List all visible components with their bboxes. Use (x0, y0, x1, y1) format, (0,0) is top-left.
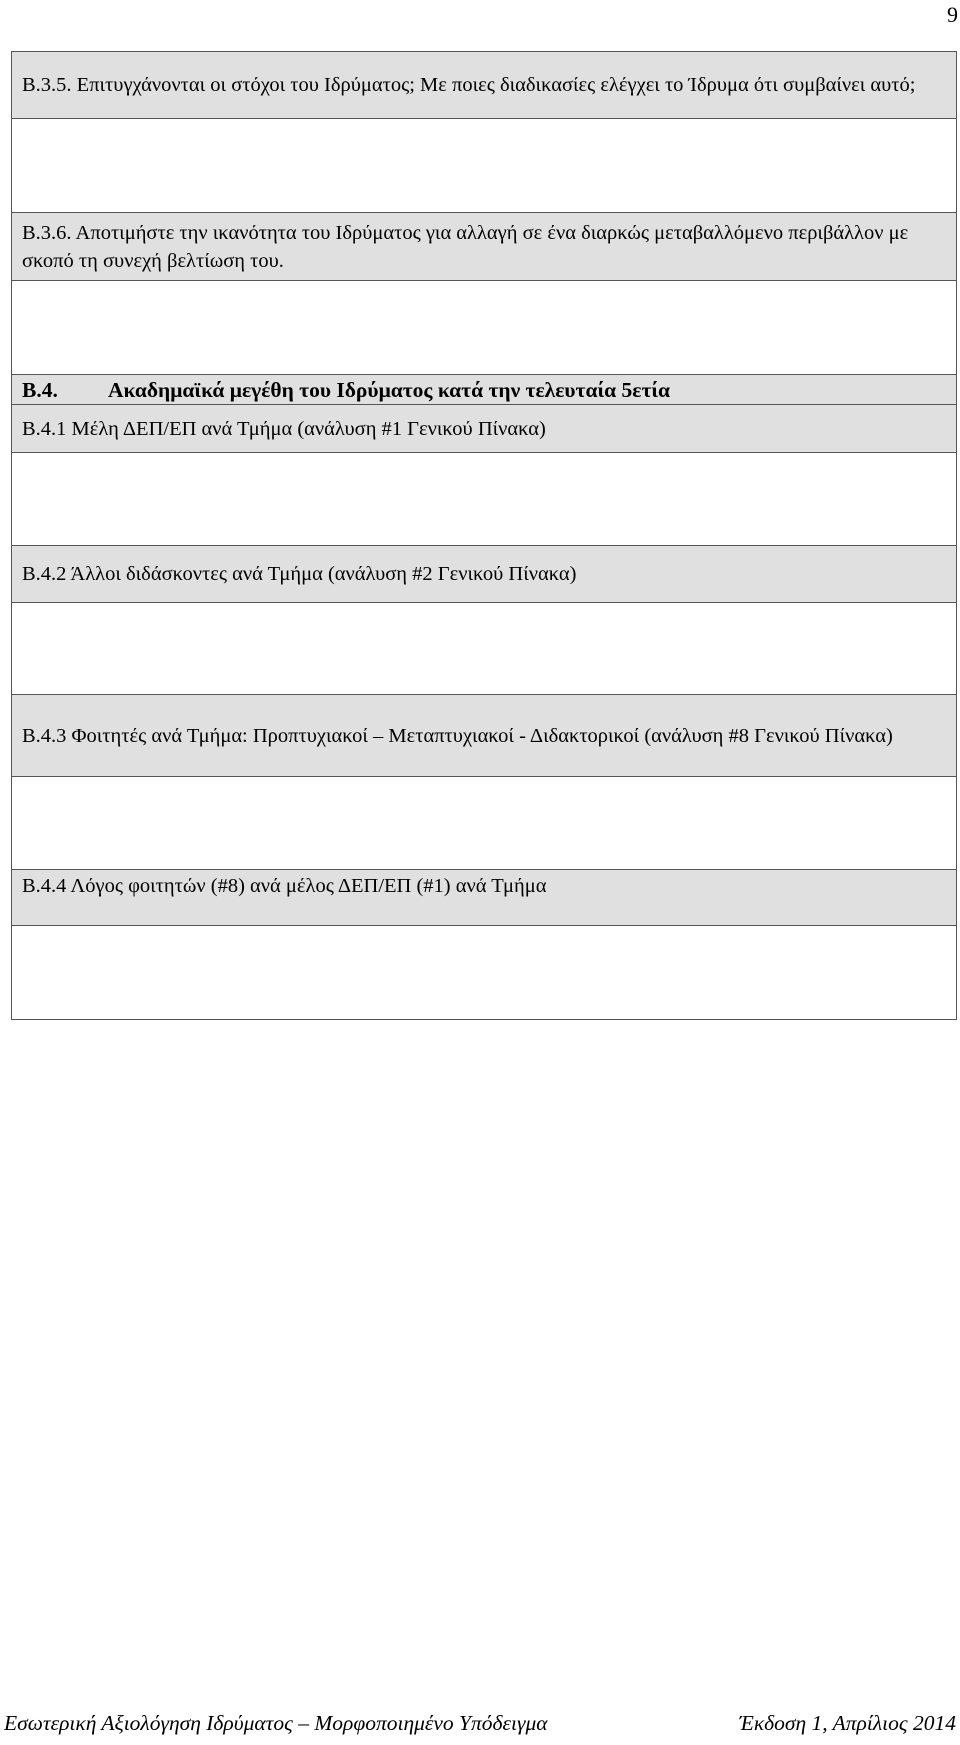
question-b42-text: Β.4.2 Άλλοι διδάσκοντες ανά Τμήμα (ανάλυση #2 Γενικού Πίνακα) (22, 563, 577, 585)
question-b41-text: Β.4.1 Μέλη ΔΕΠ/ΕΠ ανά Τμήμα (ανάλυση #1 Γενικού Πίνακα) (22, 417, 546, 440)
question-b35-text: Β.3.5. Επιτυγχάνονται οι στόχοι του Ιδρύματος; Με ποιες διαδικασίες ελέγχει το Ίδρυμα ότι συμβαίνει αυτό; (22, 74, 916, 96)
answer-area-b41[interactable] (12, 452, 956, 545)
question-b36 (12, 212, 956, 280)
answer-area-b35[interactable] (12, 118, 956, 212)
footer-document-title: Εσωτερική Αξιολόγηση Ιδρύματος – Μορφοποιημένο Υπόδειγμα (4, 1711, 548, 1735)
answer-area-b42[interactable] (12, 602, 956, 694)
question-b41 (12, 404, 956, 452)
evaluation-form-table (11, 51, 957, 1020)
section-heading-b4-title: Ακαδημαϊκά μεγέθη του Ιδρύματος κατά την τελευταία 5ετία (108, 377, 671, 402)
footer-version: Έκδοση 1, Απρίλιος 2014 (739, 1711, 956, 1735)
page-number: 9 (947, 2, 958, 27)
question-b36-text: Β.3.6. Αποτιμήστε την ικανότητα του Ιδρύματος για αλλαγή σε ένα διαρκώς μεταβαλλόμενο περιβάλλον με σκοπό τη συνεχή βελτίωση του. (22, 221, 909, 272)
answer-area-b43[interactable] (12, 776, 956, 869)
question-b43-text: Β.4.3 Φοιτητές ανά Τμήμα: Προπτυχιακοί – Μεταπτυχιακοί - Διδακτορικοί (ανάλυση #8 Γενικού Πίνακα) (22, 724, 893, 747)
answer-area-b44[interactable] (12, 925, 956, 1019)
section-heading-b4-number: Β.4. (22, 377, 58, 402)
question-b43 (12, 694, 956, 776)
section-heading-b4 (12, 374, 956, 404)
page-footer (4, 1711, 956, 1736)
question-b42 (12, 545, 956, 602)
question-b44-text: Β.4.4 Λόγος φοιτητών (#8) ανά μέλος ΔΕΠ/ΕΠ (#1) ανά Τμήμα (22, 875, 547, 897)
question-b44 (12, 869, 956, 925)
answer-area-b36[interactable] (12, 280, 956, 374)
question-b35 (12, 52, 956, 118)
